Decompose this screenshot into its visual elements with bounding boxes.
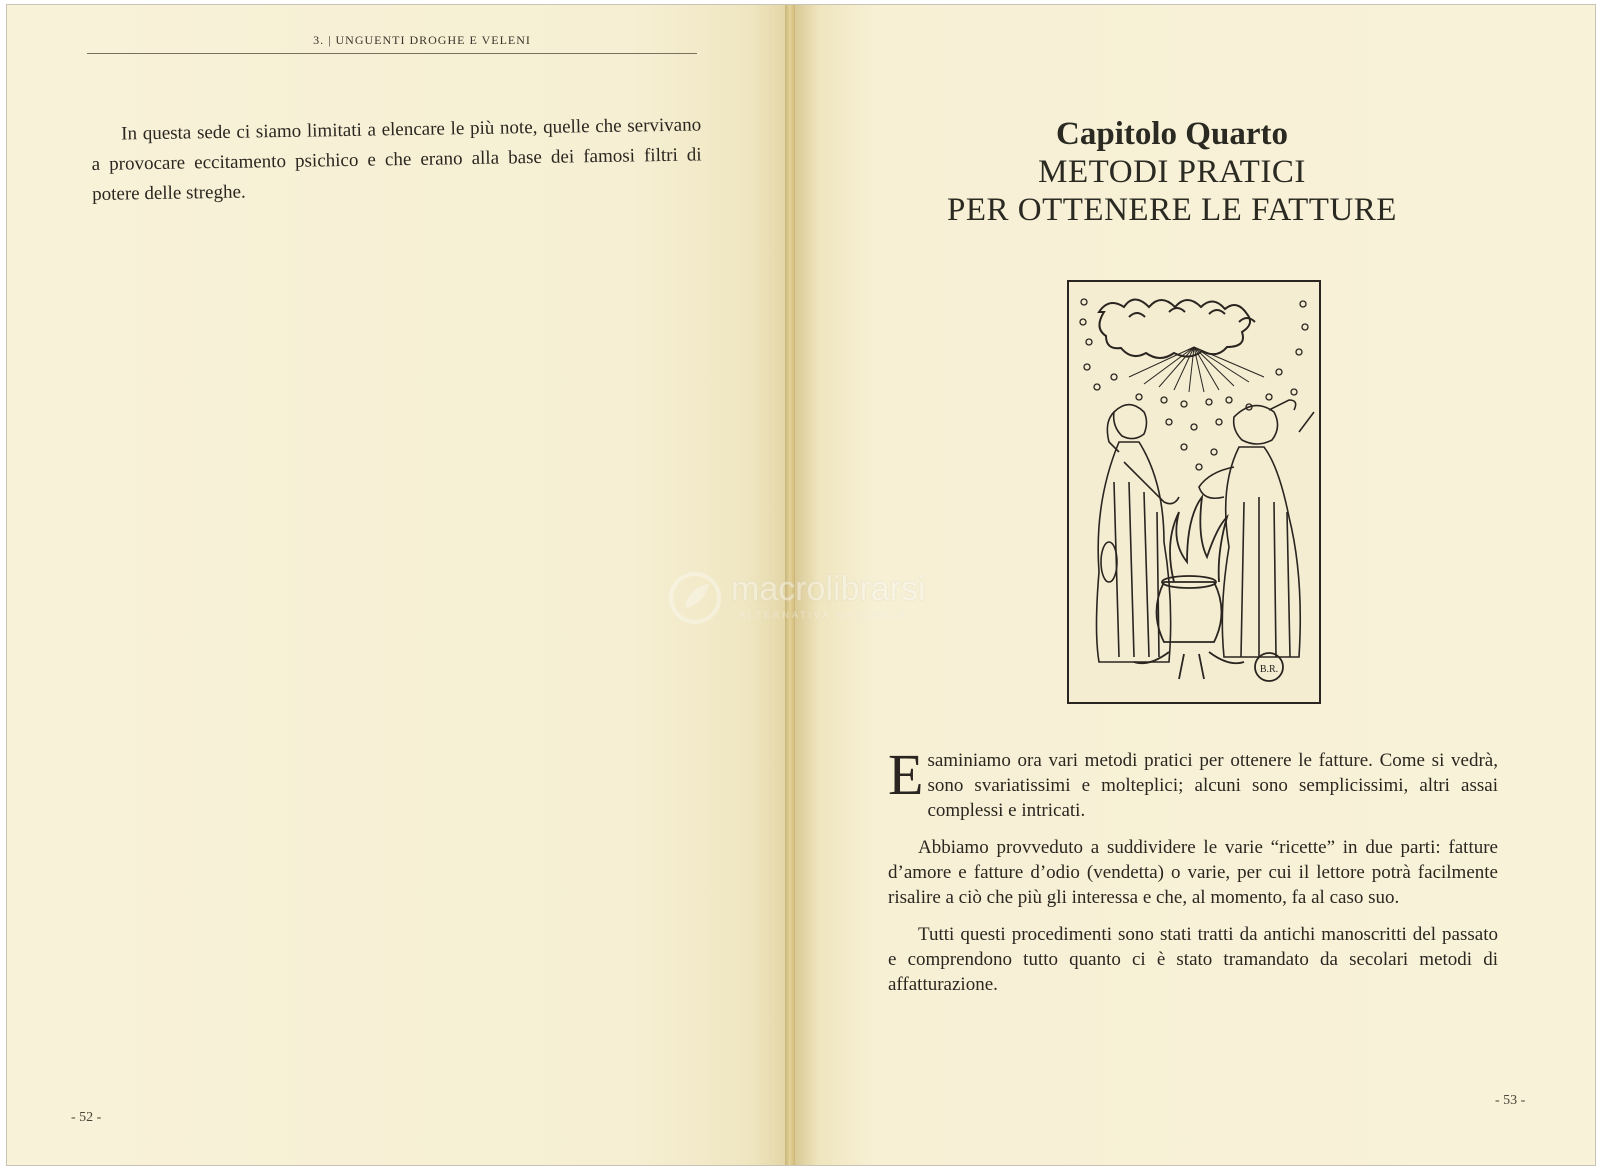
watermark-tagline: ALTERNATIVA NATURALE: [739, 610, 908, 620]
right-paragraph-3: Tutti questi procedimenti sono stati tratti da antichi manoscritti del passato e comprendono tutto quanto ci è stato tramandato da secolari metodi di affatturazione.: [888, 924, 1498, 995]
left-page-number: - 52 -: [71, 1110, 102, 1125]
right-paragraph-1-text: saminiamo ora vari metodi pratici per ottenere le fatture. Come si vedrà, sono svariatissimi e molteplici; alcuni sono semplicissimi, altri assai complessi e intricati.: [927, 750, 1498, 821]
left-body-text: [91, 110, 702, 210]
watermark-brand: macrolibrarsi: [731, 570, 926, 608]
illustration-monogram: B.R.: [1259, 664, 1279, 675]
woodcut-illustration: [1067, 280, 1321, 704]
running-head: [87, 33, 697, 48]
chapter-title-line2: PER OTTENERE LE FATTURE: [947, 192, 1397, 228]
right-page-number: - 53 -: [1495, 1093, 1526, 1108]
chapter-title-line1: METODI PRATICI: [1038, 154, 1306, 190]
right-body-text: [888, 742, 1498, 1009]
drop-cap: E: [888, 742, 924, 807]
chapter-heading: [907, 115, 1437, 229]
chapter-label: Capitolo Quarto: [1056, 116, 1288, 152]
woodcut-witches-cauldron: [1069, 282, 1319, 702]
running-head-rule: [87, 53, 697, 54]
watermark: [667, 570, 957, 630]
right-paragraph-1: [888, 742, 1498, 823]
book-spread: [6, 4, 1596, 1166]
watermark-leaf-icon: [667, 570, 723, 626]
left-paragraph: In questa sede ci siamo limitati a elencare le più note, quelle che servivano a provocare eccitamento psichico e che erano alla base dei famosi filtri di potere delle streghe.: [91, 114, 702, 205]
right-paragraph-2: Abbiamo provveduto a suddividere le varie “ricette” in due parti: fatture d’amore e fatture d’odio (vendetta) o varie, per cui il lettore potrà facilmente risalire a ciò che più gli interessa e che, al momento, fa al caso suo.: [888, 837, 1498, 908]
running-head-text: 3. | UNGUENTI DROGHE E VELENI: [313, 33, 531, 47]
